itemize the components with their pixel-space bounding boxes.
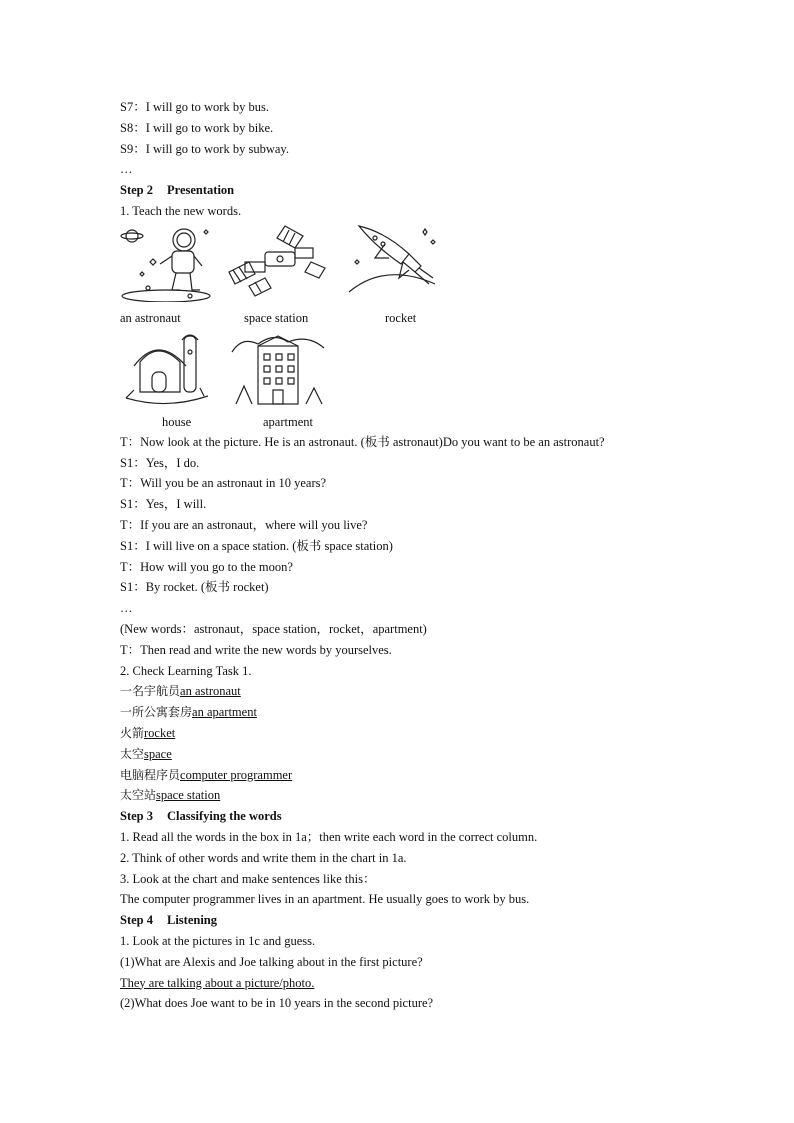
dialogue-line: (New words：astronaut，space station，rocket，apartment) <box>120 621 427 636</box>
task-line: 2. Check Learning Task 1. <box>120 663 252 678</box>
vocab-cn: 一所公寓套房 <box>120 705 193 720</box>
caption-space-station: space station <box>244 310 309 325</box>
step-label: Step 4 <box>120 913 153 928</box>
step-title: Listening <box>167 913 218 928</box>
caption-rocket: rocket <box>385 310 417 325</box>
vocab-en: space <box>144 746 172 761</box>
step-label: Step 3 <box>120 809 153 824</box>
ellipsis-line: … <box>120 601 133 616</box>
dialogue-line: T：If you are an astronaut，where will you live? <box>120 517 368 532</box>
vocab-cn: 太空 <box>120 746 145 761</box>
step3-heading <box>120 806 680 827</box>
vocab-cn: 火箭 <box>120 725 145 740</box>
question-line: (2)What does Joe want to be in 10 years in the second picture? <box>120 996 434 1011</box>
caption-apartment: apartment <box>263 414 313 429</box>
vocab-en: an apartment <box>192 705 257 720</box>
vocab-en: space station <box>156 788 221 803</box>
task-line: 1. Look at the pictures in 1c and guess. <box>120 933 316 948</box>
picture-row-2 <box>120 332 680 412</box>
intro-line: S9：I will go to work by subway. <box>120 141 289 156</box>
vocab-en: rocket <box>144 725 176 740</box>
step-label: Step 2 <box>120 183 153 198</box>
astronaut-illustration <box>120 222 212 302</box>
caption-row-2 <box>120 412 680 432</box>
dialogue-line: S1：Yes，I will. <box>120 497 207 512</box>
vocab-en: computer programmer <box>180 767 293 782</box>
vocab-line <box>120 702 680 723</box>
dialogue-line: T：How will you go to the moon? <box>120 559 293 574</box>
vocab-cn: 太空站 <box>120 788 157 803</box>
task-line: 2. Think of other words and write them in the chart in 1a. <box>120 850 407 865</box>
step2-heading <box>120 180 680 201</box>
rocket-illustration <box>345 222 441 302</box>
ellipsis-line: … <box>120 162 133 177</box>
caption-row-1 <box>120 308 680 328</box>
vocab-line <box>120 723 680 744</box>
document-page <box>120 97 680 1014</box>
step4-heading <box>120 910 680 931</box>
question-line: (1)What are Alexis and Joe talking about in the first picture? <box>120 954 423 969</box>
intro-line: S8：I will go to work by bike. <box>120 120 274 135</box>
picture-row-1 <box>120 222 680 308</box>
dialogue-line: T：Now look at the picture. He is an astronaut. (板书 astronaut)Do you want to be an astronaut? <box>120 434 605 449</box>
vocab-line <box>120 681 680 702</box>
house-illustration <box>120 332 212 408</box>
vocab-line <box>120 765 680 786</box>
task-line: 1. Teach the new words. <box>120 203 242 218</box>
apartment-illustration <box>228 332 328 408</box>
dialogue-line: T：Will you be an astronaut in 10 years? <box>120 476 327 491</box>
vocab-en: an astronaut <box>180 684 241 699</box>
example-sentence: The computer programmer lives in an apartment. He usually goes to work by bus. <box>120 892 530 907</box>
task-line: 1. Read all the words in the box in 1a；then write each word in the correct column. <box>120 829 538 844</box>
space-station-illustration <box>225 222 329 302</box>
vocab-line <box>120 785 680 806</box>
vocab-line <box>120 744 680 765</box>
caption-house: house <box>162 414 192 429</box>
step-title: Classifying the words <box>167 809 282 824</box>
task-line: 3. Look at the chart and make sentences like this： <box>120 871 376 886</box>
dialogue-line: T：Then read and write the new words by yourselves. <box>120 642 392 657</box>
dialogue-line: S1：I will live on a space station. (板书 space station) <box>120 538 393 553</box>
step-title: Presentation <box>167 183 235 198</box>
vocab-cn: 电脑程序员 <box>120 767 181 782</box>
answer-line: They are talking about a picture/photo. <box>120 975 315 990</box>
intro-line: S7：I will go to work by bus. <box>120 100 269 114</box>
dialogue-line: S1：Yes，I do. <box>120 455 200 470</box>
dialogue-line: S1：By rocket. (板书 rocket) <box>120 580 269 595</box>
vocab-cn: 一名宇航员 <box>120 684 181 699</box>
caption-astronaut: an astronaut <box>120 310 181 325</box>
